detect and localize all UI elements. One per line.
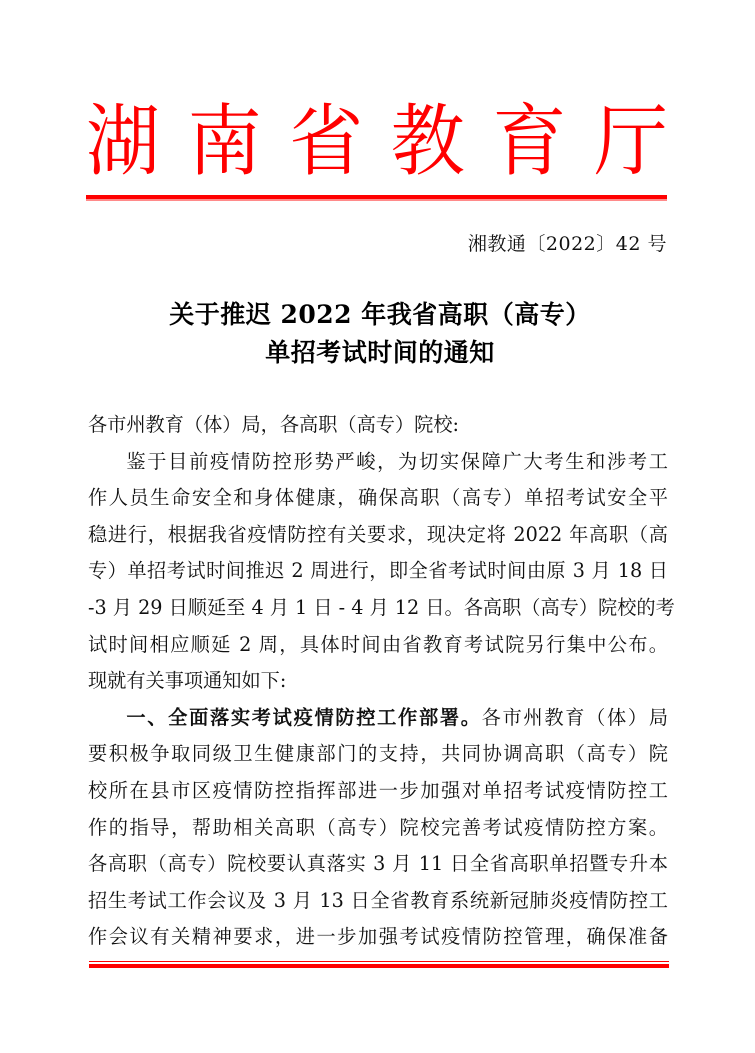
body-line [88, 883, 668, 920]
body-line [88, 700, 668, 737]
body-line [88, 627, 668, 664]
body-line-text: 各高职（高专）院校要认真落实 3 月 11 日全省高职单招暨专升本 [88, 852, 668, 876]
body-line [88, 663, 668, 700]
body-line [88, 444, 668, 481]
body-line-text: -3 月 29 日顺延至 4 月 1 日 - 4 月 12 日。各高职（高专）院校的考 [88, 595, 675, 619]
footer-divider [89, 961, 669, 967]
document-body [88, 407, 675, 956]
masthead-char: 南 [187, 96, 262, 188]
document-title-line-2: 单招考试时间的通知 [265, 338, 495, 367]
body-line-text: 作人员生命安全和身体健康，确保高职（高专）单招考试安全平 [88, 486, 668, 510]
body-line-text: 要积极争取同级卫生健康部门的支持，共同协调高职（高专）院 [88, 742, 668, 766]
body-line-text: 作会议有关精神要求，进一步加强考试疫情防控管理，确保准备 [88, 925, 668, 949]
body-line-text: 招生考试工作会议及 3 月 13 日全省教育系统新冠肺炎疫情防控工 [88, 888, 668, 912]
body-line-text: 校所在县市区疫情防控指挥部进一步加强对单招考试疫情防控工 [88, 778, 668, 802]
body-line-text: 试时间相应顺延 2 周，具体时间由省教育考试院另行集中公布。 [88, 632, 668, 656]
body-line-text: 专）单招考试时间推迟 2 周进行，即全省考试时间由原 3 月 18 日 [88, 559, 668, 583]
body-line-text: 各市州教育（体）局，各高职（高专）院校: [88, 413, 460, 436]
masthead-char: 省 [289, 96, 364, 188]
body-line [88, 846, 668, 883]
masthead-char: 教 [390, 96, 465, 188]
body-line-text: 稳进行，根据我省疫情防控有关要求，现决定将 2022 年高职（高 [88, 522, 668, 546]
section-heading: 一、全面落实考试疫情防控工作部署。 [126, 705, 482, 729]
document-title [80, 296, 680, 372]
body-line-text: 现就有关事项通知如下: [88, 669, 287, 693]
document-number: 湘教通〔2022〕42 号 [467, 233, 667, 255]
body-line [88, 407, 668, 444]
body-line-text: 鉴于目前疫情防控形势严峻，为切实保障广大考生和涉考工 [126, 449, 668, 473]
body-line-text: 作的指导，帮助相关高职（高专）院校完善考试疫情防控方案。 [88, 815, 668, 839]
masthead-divider [86, 195, 667, 201]
masthead-char: 湖 [86, 96, 160, 188]
masthead-char: 厅 [593, 96, 668, 188]
body-line [88, 736, 668, 773]
body-line [88, 517, 668, 554]
issuer-masthead [86, 96, 668, 188]
body-line [88, 810, 668, 847]
body-line [88, 480, 668, 517]
body-line [88, 590, 675, 627]
body-line-text: 各市州教育（体）局 [481, 705, 669, 729]
document-title-line-1: 关于推迟 2022 年我省高职（高专） [169, 300, 591, 329]
body-line [88, 773, 668, 810]
body-line [88, 553, 668, 590]
body-line [88, 919, 668, 956]
masthead-char: 育 [492, 96, 567, 188]
